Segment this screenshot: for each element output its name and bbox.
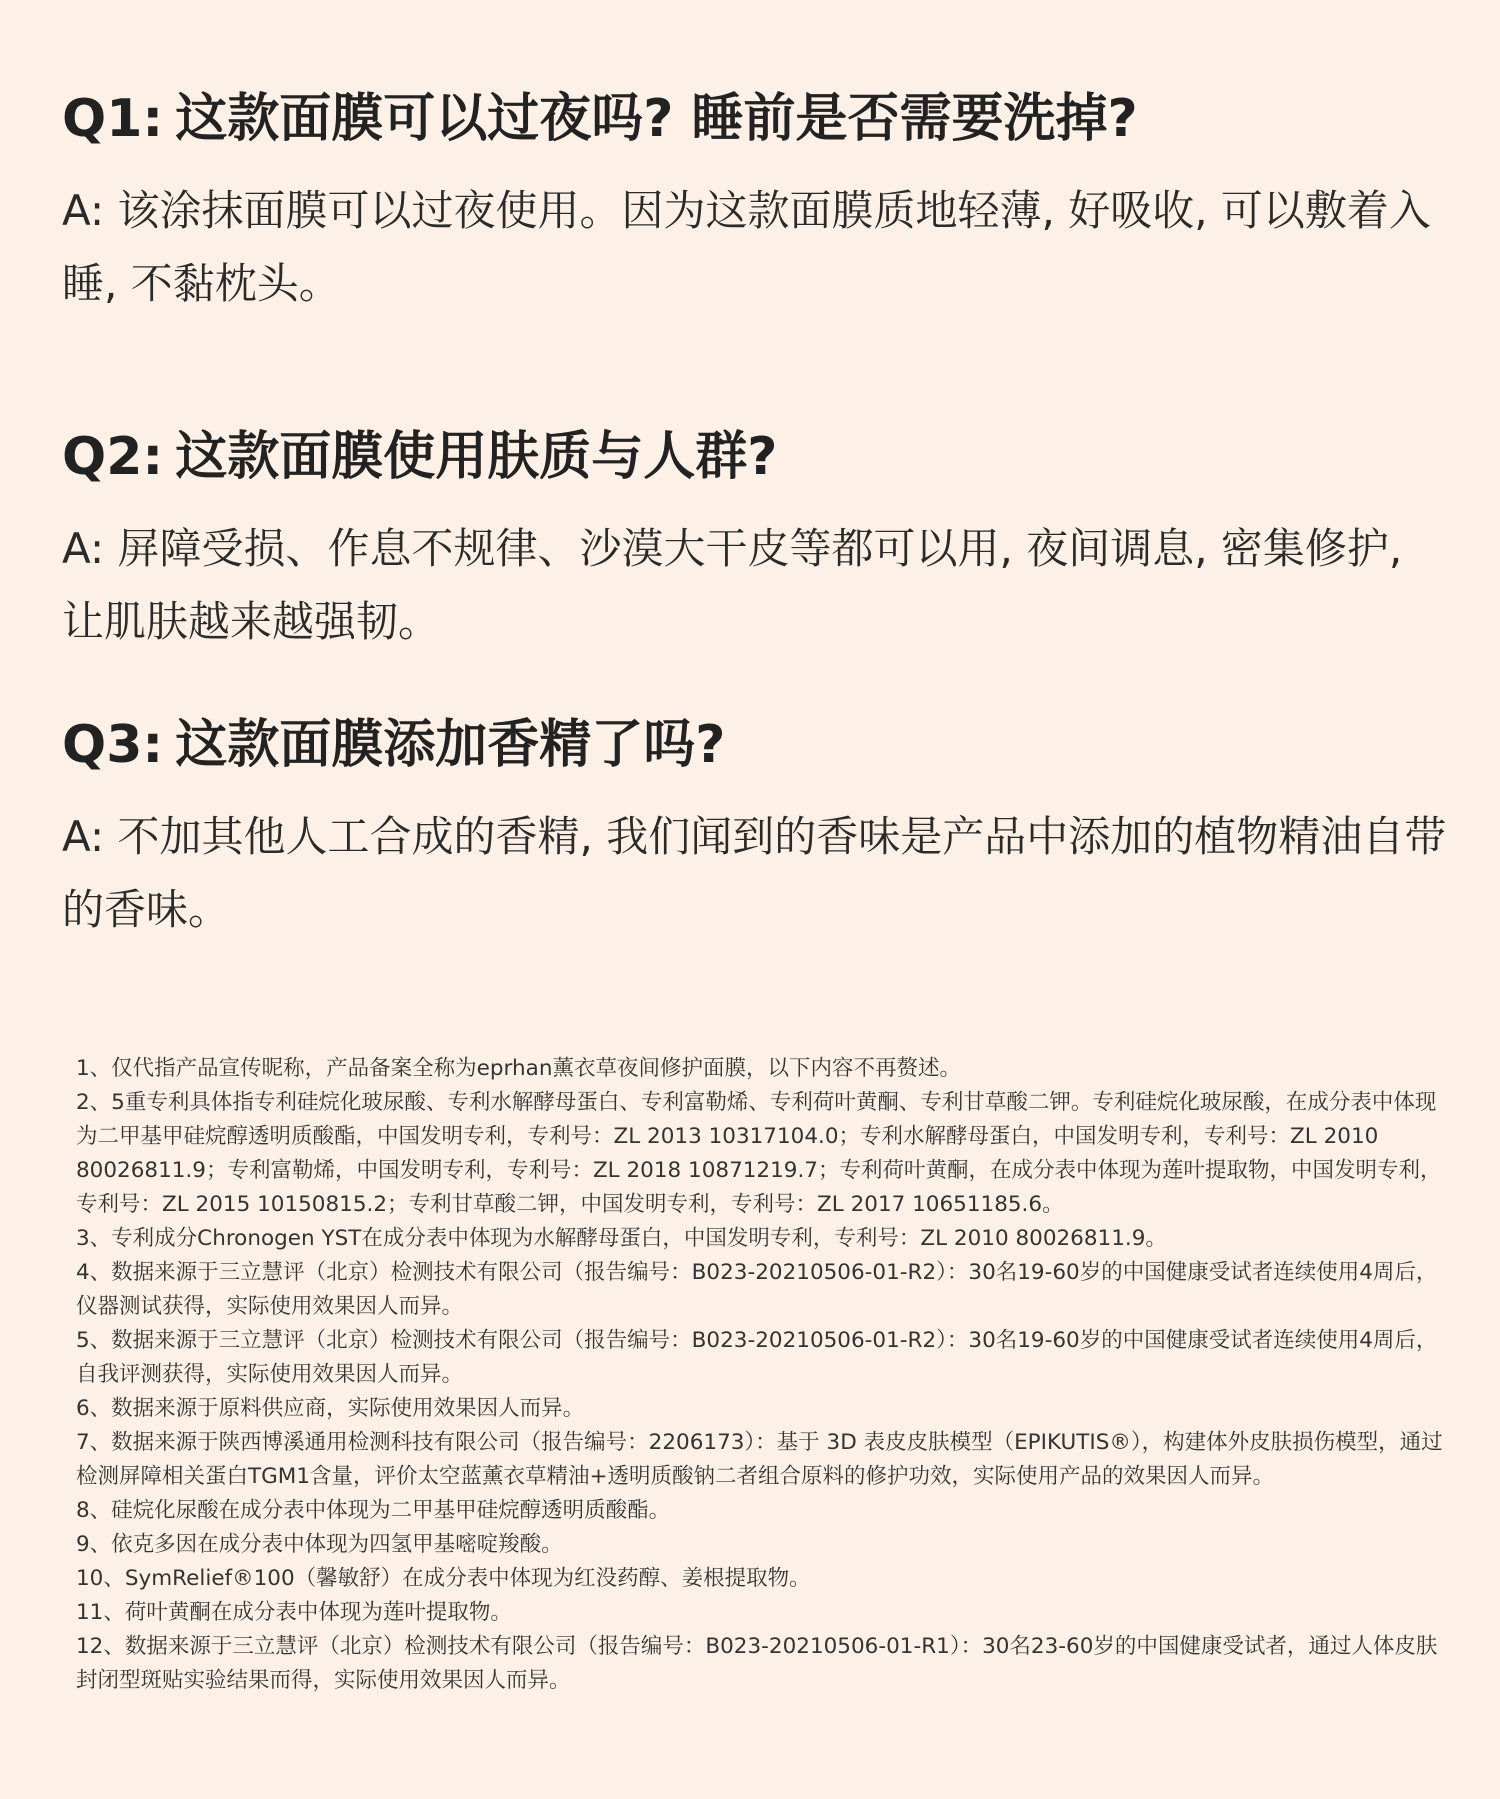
footnote-item: 3、专利成分Chronogen YST在成分表中体现为水解酵母蛋白，中国发明专利，专利号：ZL 2010 80026811.9。 [76,1226,1167,1251]
question-heading [62,424,1452,490]
question-label: Q3: [62,715,164,775]
answer-text: A: 不加其他人工合成的香精, 我们闻到的香味是产品中添加的植物精油自带的香味。 [62,812,1447,934]
question-label: Q1: [62,89,164,149]
footnote-item: 8、硅烷化尿酸在成分表中体现为二甲基甲硅烷醇透明质酸酯。 [76,1498,671,1523]
faq-item-q3 [62,712,1452,946]
faq-item-q2 [62,424,1452,658]
footnote-item: 4、数据来源于三立慧评（北京）检测技术有限公司（报告编号：B023-20210506-01-R2）：30名19-60岁的中国健康受试者连续使用4周后，仪器测试获得，实际使用效果因人而异。 [76,1260,1438,1319]
footnote-item: 6、数据来源于原料供应商，实际使用效果因人而异。 [76,1396,585,1421]
faq-item-q1 [62,86,1452,320]
question-label: Q2: [62,427,164,487]
footnote-item: 7、数据来源于陕西博溪通用检测科技有限公司（报告编号：2206173）：基于 3D 表皮皮肤模型（EPIKUTIS®），构建体外皮肤损伤模型，通过检测屏障相关蛋白TGM1含量，评价太空蓝薰衣草精油+透明质酸钠二者组合原料的修护功效，实际使用产品的效果因人而异。 [76,1430,1443,1489]
question-heading [62,712,1452,778]
question-text: 这款面膜可以过夜吗? 睡前是否需要洗掉? [175,89,1138,149]
footnote-item: 2、5重专利具体指专利硅烷化玻尿酸、专利水解酵母蛋白、专利富勒烯、专利荷叶黄酮、专利甘草酸二钾。专利硅烷化玻尿酸，在成分表中体现为二甲基甲硅烷醇透明质酸酯，中国发明专利，专利号：ZL 2013 10317104.0；专利水解酵母蛋白，中国发明专利，专利号：ZL 2010 80026811.9；专利富勒烯，中国发明专利，专利号：ZL 2018 10871219.7；专利荷叶黄酮，在成分表中体现为莲叶提取物，中国发明专利，专利号：ZL 2015 10150815.2；专利甘草酸二钾，中国发明专利，专利号：ZL 2017 10651185.6。 [76,1090,1442,1217]
footnote-item: 5、数据来源于三立慧评（北京）检测技术有限公司（报告编号：B023-20210506-01-R2）：30名19-60岁的中国健康受试者连续使用4周后，自我评测获得，实际使用效果因人而异。 [76,1328,1438,1387]
footnote-item: 1、仅代指产品宣传昵称，产品备案全称为eprhan薰衣草夜间修护面膜，以下内容不再赘述。 [76,1056,961,1081]
footnotes-list [76,1052,1448,1698]
answer-text: A: 该涂抹面膜可以过夜使用。因为这款面膜质地轻薄, 好吸收, 可以敷着入睡, 不黏枕头。 [62,186,1431,308]
footnote-item: 10、SymRelief®100（馨敏舒）在成分表中体现为红没药醇、姜根提取物。 [76,1566,811,1591]
footnote-item: 9、依克多因在成分表中体现为四氢甲基嘧啶羧酸。 [76,1532,563,1557]
footnote-item: 11、荷叶黄酮在成分表中体现为莲叶提取物。 [76,1600,512,1625]
answer-text: A: 屏障受损、作息不规律、沙漠大干皮等都可以用, 夜间调息, 密集修护, 让肌肤越来越强韧。 [62,524,1403,646]
question-text: 这款面膜添加香精了吗? [175,715,726,775]
question-text: 这款面膜使用肤质与人群? [175,427,778,487]
footnote-item: 12、数据来源于三立慧评（北京）检测技术有限公司（报告编号：B023-20210506-01-R1）：30名23-60岁的中国健康受试者，通过人体皮肤封闭型斑贴实验结果而得，实际使用效果因人而异。 [76,1634,1438,1693]
question-heading [62,86,1452,152]
